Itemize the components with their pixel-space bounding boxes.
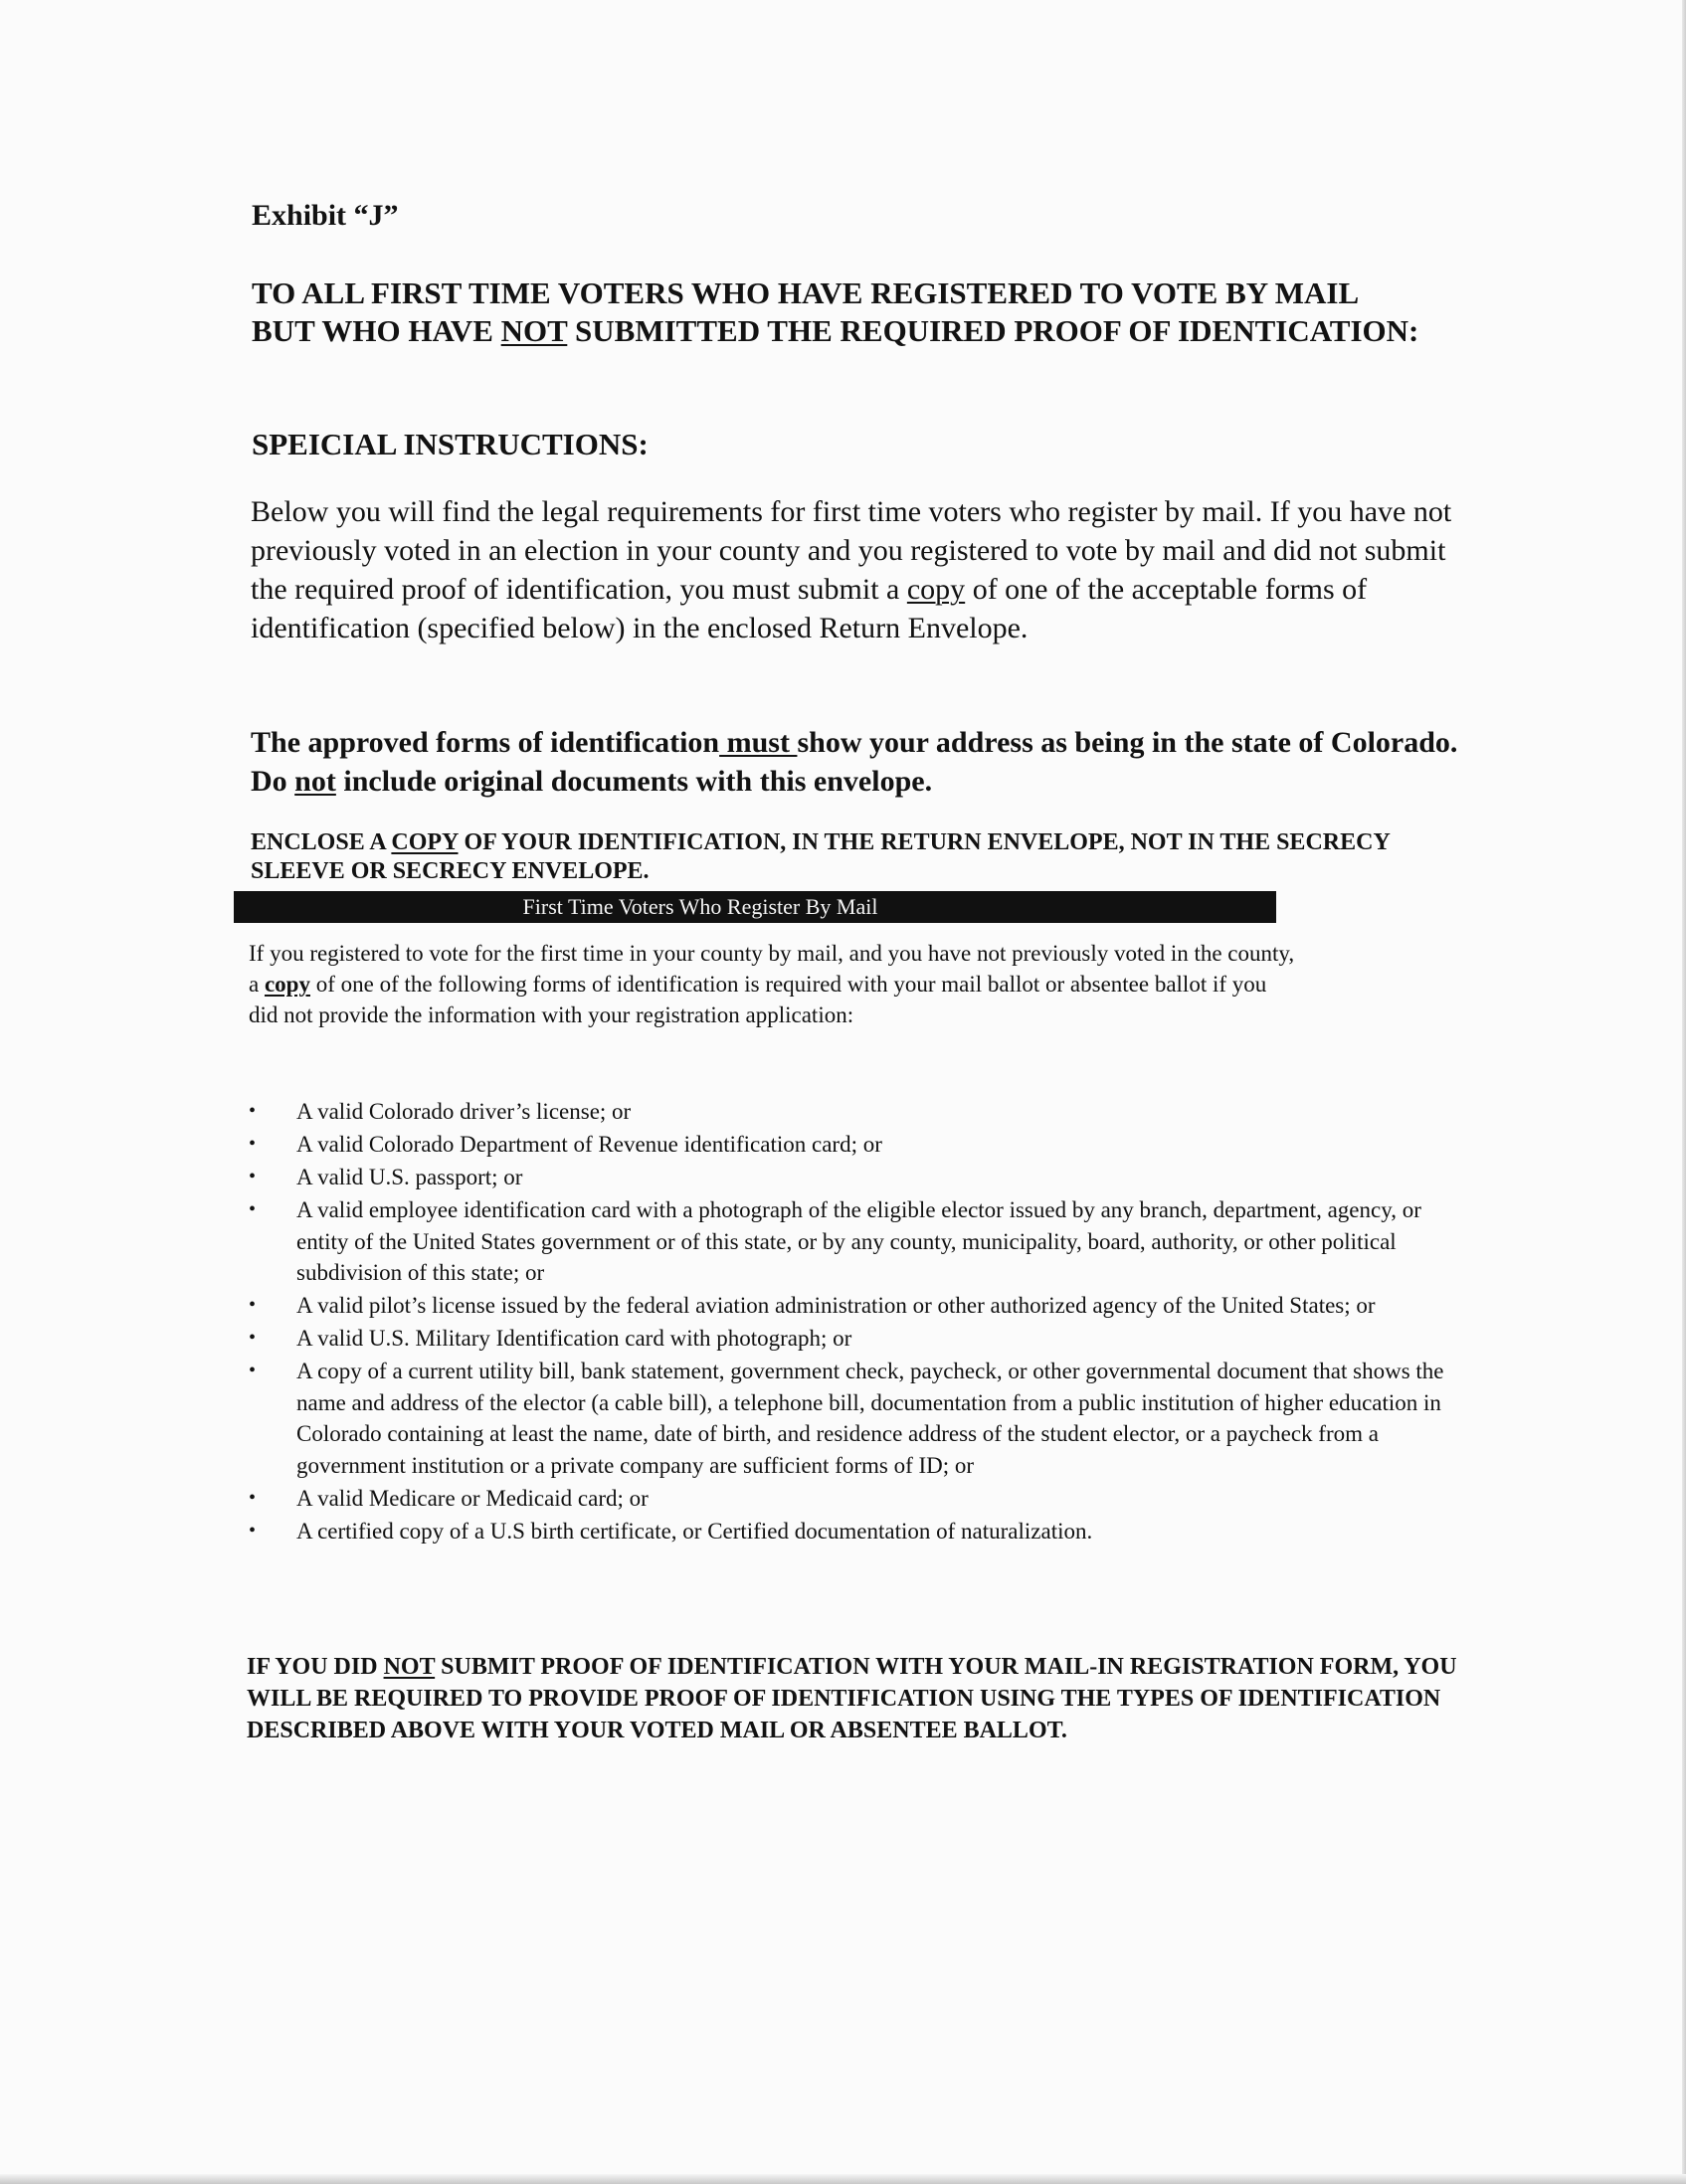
bullet-icon: • bbox=[249, 1294, 257, 1316]
section-header-title: First Time Voters Who Register By Mail bbox=[522, 894, 878, 919]
bullet-icon: • bbox=[249, 1360, 257, 1381]
bullet-icon: • bbox=[249, 1100, 257, 1122]
requirements-line-2 bbox=[249, 969, 1452, 1000]
exhibit-label: Exhibit “J” bbox=[252, 199, 399, 232]
approved-text-1: The approved forms of identification bbox=[251, 726, 720, 759]
list-item bbox=[249, 1516, 1462, 1547]
bullet-icon: • bbox=[249, 1198, 257, 1220]
approved-text-3: include original documents with this envelope. bbox=[335, 765, 933, 798]
enclose-text-2: OF YOUR IDENTIFICATION, IN THE RETURN ENVELOPE, NOT IN THE SECRECY SLEEVE OR SECRECY ENVELOPE. bbox=[251, 829, 1390, 884]
document-heading bbox=[252, 274, 1425, 350]
requirements-underlined-copy: copy bbox=[264, 972, 310, 997]
list-item-text: A valid U.S. Military Identification card with photograph; or bbox=[296, 1326, 852, 1351]
approved-underlined-not: not bbox=[294, 765, 336, 798]
heading-text-2: SUBMITTED THE REQUIRED PROOF OF IDENTICATION: bbox=[567, 313, 1419, 348]
section-header-bar bbox=[234, 891, 1276, 923]
approved-underlined-must: must bbox=[719, 726, 798, 759]
heading-underlined-not: NOT bbox=[500, 313, 568, 348]
list-item-text: A copy of a current utility bill, bank statement, government check, paycheck, or other governmental document that shows the name and address of the elector (a cable bill), a telephone bill, documentation from a public institution of higher education in Colorado containing at least the name, date of birth, and residence address of the student elector, or a paycheck from a government institution or a private company are sufficient forms of ID; or bbox=[296, 1359, 1444, 1478]
scan-edge-right bbox=[1682, 0, 1686, 2184]
requirements-line-2-rest: of one of the following forms of identification is required with your mail ballot or absentee ballot if you bbox=[309, 972, 1267, 997]
list-item bbox=[249, 1483, 1462, 1515]
list-item bbox=[249, 1194, 1462, 1289]
closing-statement bbox=[247, 1651, 1460, 1746]
bullet-icon: • bbox=[249, 1133, 257, 1155]
closing-text-2: SUBMIT PROOF OF IDENTIFICATION WITH YOUR MAIL-IN REGISTRATION FORM, YOU WILL BE REQUIRED TO PROVIDE PROOF OF IDENTIFICATION USING THE TYPES OF IDENTIFICATION DESCRIBED ABOVE WITH YOUR VOTED MAIL OR ABSENTEE BALLOT. bbox=[247, 1654, 1457, 1743]
intro-text-2: of one of the acceptable forms of identification (specified below) in the enclosed Return Envelope. bbox=[251, 573, 1368, 644]
requirements-paragraph bbox=[249, 938, 1452, 1030]
list-item bbox=[249, 1323, 1462, 1355]
list-item bbox=[249, 1129, 1462, 1161]
approved-forms-statement bbox=[251, 723, 1474, 801]
list-item bbox=[249, 1290, 1462, 1322]
intro-text-1: Below you will find the legal requirements for first time voters who register by mail. If you have not previously voted in an election in your county and you registered to vote by mail and did not submit the required proof of identification, you must submit a bbox=[251, 495, 1452, 606]
list-item-text: A valid Colorado Department of Revenue identification card; or bbox=[296, 1132, 882, 1157]
acceptable-id-list bbox=[249, 1096, 1462, 1548]
enclose-text-1: ENCLOSE A bbox=[251, 829, 392, 855]
heading-text-1: TO ALL FIRST TIME VOTERS WHO HAVE REGISTERED TO VOTE BY MAIL BUT WHO HAVE bbox=[252, 275, 1358, 348]
enclose-instruction bbox=[251, 828, 1474, 886]
bullet-icon: • bbox=[249, 1519, 257, 1542]
list-item-text: A valid employee identification card with a photograph of the eligible elector issued by any branch, department, agency, or entity of the United States government or of this state, or by any county, municipality, board, authority, or other political subdivision of this state; or bbox=[296, 1197, 1421, 1285]
bullet-icon: • bbox=[249, 1486, 257, 1509]
list-item-text: A valid U.S. passport; or bbox=[296, 1165, 523, 1189]
list-item bbox=[249, 1356, 1462, 1481]
requirements-line-1: If you registered to vote for the first time in your county by mail, and you have not previously voted in the county, bbox=[249, 941, 1295, 966]
enclose-underlined-copy: COPY bbox=[391, 829, 459, 855]
bullet-icon: • bbox=[249, 1327, 257, 1349]
list-item bbox=[249, 1162, 1462, 1193]
approved-text-2: show your address as being in the state of Colorado. Do bbox=[251, 726, 1458, 798]
closing-underlined-not: NOT bbox=[383, 1654, 436, 1680]
requirements-line-2-prefix: a bbox=[249, 972, 265, 997]
scan-edge-bottom bbox=[0, 2174, 1686, 2184]
list-item-text: A valid Colorado driver’s license; or bbox=[296, 1099, 632, 1124]
special-instructions-title: SPEICIAL INSTRUCTIONS: bbox=[252, 427, 649, 461]
list-item bbox=[249, 1096, 1462, 1128]
closing-text-1: IF YOU DID bbox=[247, 1654, 384, 1680]
list-item-text: A valid pilot’s license issued by the federal aviation administration or other authorized agency of the United States; or bbox=[296, 1293, 1376, 1318]
requirements-line-3: did not provide the information with your registration application: bbox=[249, 1002, 854, 1027]
list-item-text: A valid Medicare or Medicaid card; or bbox=[296, 1485, 649, 1511]
intro-paragraph bbox=[251, 492, 1454, 647]
list-item-text: A certified copy of a U.S birth certificate, or Certified documentation of naturalization. bbox=[296, 1518, 1093, 1544]
bullet-icon: • bbox=[249, 1166, 257, 1187]
intro-underlined-copy: copy bbox=[906, 573, 966, 606]
